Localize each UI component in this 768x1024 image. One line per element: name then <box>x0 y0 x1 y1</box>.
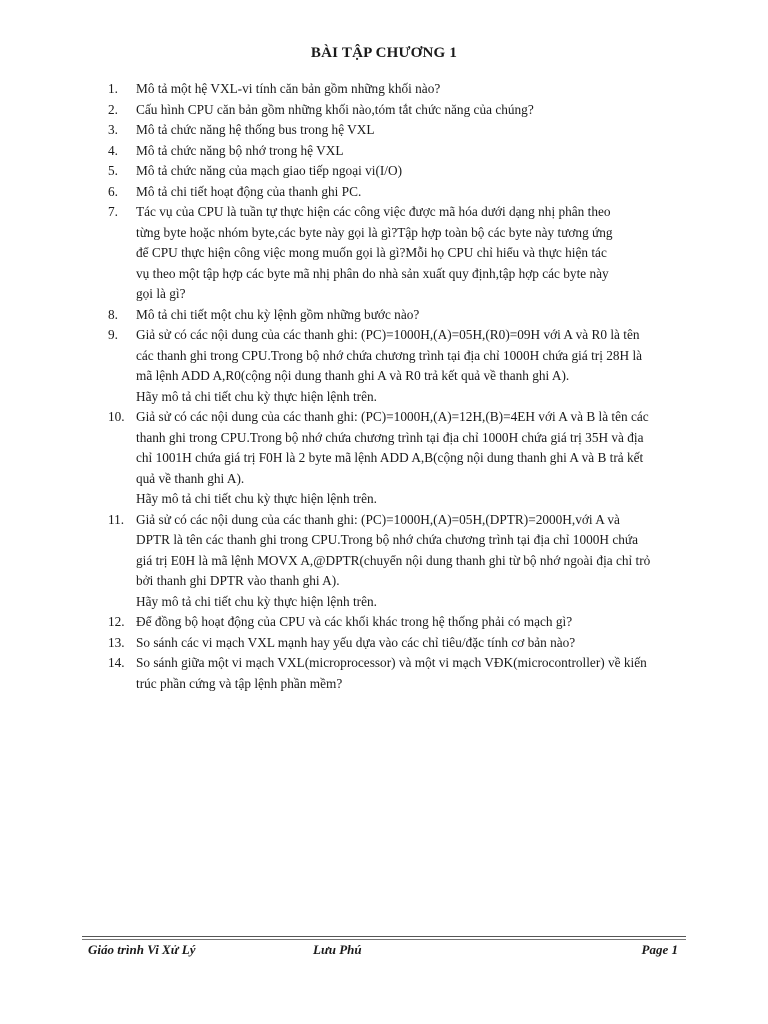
question-item <box>108 325 728 407</box>
question-number: 10. <box>108 409 125 424</box>
question-item <box>108 407 728 510</box>
question-item <box>108 202 728 305</box>
question-text-line: vụ theo một tập hợp các byte mã nhị phân do nhà sản xuất quy định,tập hợp các byte này <box>136 265 609 281</box>
question-text-line: quả về thanh ghi A). <box>136 470 245 486</box>
question-text-line: Mô tả chi tiết một chu kỳ lệnh gồm những bước nào? <box>136 306 420 322</box>
question-text-line: Tác vụ của CPU là tuần tự thực hiện các công việc được mã hóa dưới dạng nhị phân theo <box>136 204 611 219</box>
question-number: 6. <box>108 183 118 199</box>
footer-course-name: Giáo trình Vi Xử Lý <box>88 942 196 957</box>
question-item <box>108 182 728 203</box>
footer-divider-thin <box>82 939 686 940</box>
question-text-line: Hãy mô tả chi tiết chu kỳ thực hiện lệnh trên. <box>136 491 377 506</box>
question-text-line: chỉ 1001H chứa giá trị F0H là 2 byte mã lệnh ADD A,B(cộng nội dung thanh ghi A và B trả kết <box>136 450 644 465</box>
question-text-line: Mô tả chi tiết hoạt động của thanh ghi PC. <box>136 183 362 199</box>
question-item <box>108 633 728 654</box>
question-item <box>108 510 728 613</box>
question-text-line: mã lệnh ADD A,R0(cộng nội dung thanh ghi A và R0 trả kết quả về thanh ghi A). <box>136 368 570 383</box>
question-number: 2. <box>108 101 118 117</box>
question-text-line: Để đồng bộ hoạt động của CPU và các khối khác trong hệ thống phải có mạch gì? <box>136 614 573 629</box>
question-text-line: DPTR là tên các thanh ghi trong CPU.Trong bộ nhớ chứa chương trình tại địa chỉ 1000H chứa <box>136 532 638 547</box>
question-text-line: Hãy mô tả chi tiết chu kỳ thực hiện lệnh trên. <box>136 388 377 404</box>
question-text-line: Giả sử có các nội dung của các thanh ghi: (PC)=1000H,(A)=05H,(DPTR)=2000H,với A và <box>136 511 620 527</box>
question-text-line: từng byte hoặc nhóm byte,các byte này gọi là gì?Tập hợp toàn bộ các byte này tương ứng <box>136 224 613 240</box>
question-item <box>108 120 728 141</box>
footer-page-number: Page 1 <box>641 942 678 957</box>
question-text-line: gọi là gì? <box>136 286 186 301</box>
question-text-line: So sánh các vi mạch VXL mạnh hay yếu dựa vào các chỉ tiêu/đặc tính cơ bản nào? <box>136 634 576 650</box>
question-number: 14. <box>108 655 125 670</box>
question-text-line: Giả sử có các nội dung của các thanh ghi: (PC)=1000H,(A)=05H,(R0)=09H với A và R0 là tên <box>136 327 640 342</box>
question-item <box>108 612 728 633</box>
question-number: 13. <box>108 634 125 650</box>
question-list <box>108 79 728 694</box>
question-item <box>108 79 728 100</box>
question-text-line: Cấu hình CPU căn bản gồm những khối nào,tóm tắt chức năng của chúng? <box>136 101 534 117</box>
question-text-line: trúc phần cứng và tập lệnh phần mềm? <box>136 675 343 691</box>
question-text-line: Mô tả một hệ VXL-vi tính căn bản gồm những khối nào? <box>136 81 441 96</box>
question-number: 1. <box>108 81 118 96</box>
question-item <box>108 100 728 121</box>
question-number: 8. <box>108 306 118 322</box>
question-text-line: Giả sử có các nội dung của các thanh ghi: (PC)=1000H,(A)=12H,(B)=4EH với A và B là tên các <box>136 409 649 424</box>
footer-divider <box>82 936 686 937</box>
question-number: 9. <box>108 327 118 342</box>
page-title: BÀI TẬP CHƯƠNG 1 <box>310 45 458 61</box>
question-text-line: bởi thanh ghi DPTR vào thanh ghi A). <box>136 573 340 588</box>
question-text-line: để CPU thực hiện công việc mong muốn gọi là gì?Mỗi họ CPU chỉ hiểu và thực hiện tác <box>136 245 607 260</box>
question-number: 5. <box>108 163 118 178</box>
question-item <box>108 141 728 162</box>
question-number: 11. <box>108 511 125 527</box>
question-item <box>108 161 728 182</box>
question-text-line: So sánh giữa một vi mạch VXL(microprocessor) và một vi mạch VĐK(microcontroller) về kiến <box>136 655 647 670</box>
question-text-line: Hãy mô tả chi tiết chu kỳ thực hiện lệnh trên. <box>136 593 377 609</box>
question-text-line: thanh ghi trong CPU.Trong bộ nhớ chứa chương trình tại địa chỉ 1000H chứa giá trị 35H và địa <box>136 429 644 445</box>
question-text-line: Mô tả chức năng hệ thống bus trong hệ VXL <box>136 122 375 137</box>
question-text-line: Mô tả chức năng bộ nhớ trong hệ VXL <box>136 142 344 158</box>
question-text-line: Mô tả chức năng của mạch giao tiếp ngoại vi(I/O) <box>136 163 403 178</box>
question-number: 7. <box>108 204 118 219</box>
question-item <box>108 653 728 694</box>
question-item <box>108 305 728 326</box>
question-text-line: giá trị E0H là mã lệnh MOVX A,@DPTR(chuyển nội dung thanh ghi từ bộ nhớ ngoài địa chỉ trỏ <box>136 552 651 568</box>
question-text-line: các thanh ghi trong CPU.Trong bộ nhớ chứa chương trình tại địa chỉ 1000H chứa giá trị 28H là <box>136 347 643 363</box>
question-number: 4. <box>108 142 118 158</box>
question-number: 12. <box>108 614 125 629</box>
footer-author: Lưu Phú <box>313 942 362 957</box>
question-number: 3. <box>108 122 118 137</box>
